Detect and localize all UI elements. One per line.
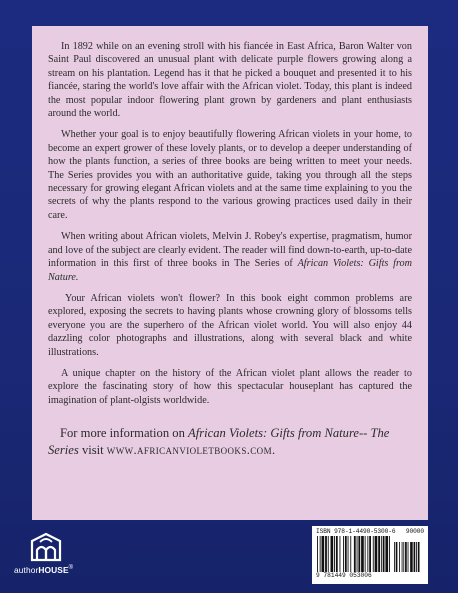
barcode-bars bbox=[316, 536, 424, 572]
publisher-name-light: author bbox=[14, 565, 39, 575]
series-title-inline: African Violets: Gifts from Nature. bbox=[48, 258, 412, 283]
price-barcode-stripe bbox=[414, 542, 416, 572]
isbn-digits: 9 781449 053006 bbox=[316, 572, 372, 579]
barcode-stripe bbox=[340, 536, 341, 572]
barcode-stripe bbox=[320, 536, 321, 572]
price-barcode-stripe bbox=[396, 542, 398, 572]
barcode-stripe bbox=[325, 536, 327, 572]
barcode-stripe bbox=[357, 536, 358, 572]
barcode-stripe bbox=[336, 536, 338, 572]
barcode-stripe bbox=[381, 536, 382, 572]
price-barcode-stripe bbox=[394, 542, 395, 572]
isbn-header bbox=[316, 528, 424, 535]
barcode-stripe bbox=[389, 536, 390, 572]
more-info-line bbox=[48, 425, 412, 459]
isbn-barcode bbox=[312, 526, 428, 584]
more-info-prefix: For more information on bbox=[60, 426, 185, 441]
price-barcode-stripe bbox=[405, 542, 407, 572]
price-barcode-stripe bbox=[402, 542, 403, 572]
publisher-name bbox=[14, 565, 94, 575]
blurb-paragraph-5: A unique chapter on the history of the African violet plant allows the reader to explore the fascinating story of how this spectacular houseplant has captured the imagination of plant-olgists worldwide. bbox=[48, 367, 412, 406]
barcode-stripe bbox=[367, 536, 368, 572]
barcode-stripe bbox=[383, 536, 385, 572]
blurb-paragraph-3-text: When writing about African violets, Melvin J. Robey's expertise, pragmatism, humor and love of the subject are clearly evident. The reader will find down-to-earth, up-to-date information in this first of three books in The Series of bbox=[48, 231, 412, 270]
price-barcode-stripe bbox=[416, 542, 417, 572]
barcode-stripe bbox=[348, 536, 349, 572]
barcode-stripe bbox=[358, 536, 360, 572]
barcode-stripe bbox=[317, 536, 318, 572]
isbn-label: ISBN 978-1-4490-5300-6 bbox=[316, 528, 396, 535]
website-url[interactable]: www.africanvioletbooks.com. bbox=[106, 443, 276, 458]
barcode-stripe bbox=[350, 536, 351, 572]
blurb-paragraph-2: Whether your goal is to enjoy beautifully flowering African violets in your home, to become an expert grower of these lovely plants, or to develop a deeper understanding of how the plants function, a series of three books are being written to meet your needs. The Series provides you with an authoritative guide, taking you through all the steps necessary for growing elegant African violets and at the same time explaining to you the secrets of why the plants respond to the various growing practices used daily in their care. bbox=[48, 129, 412, 221]
barcode-stripe bbox=[343, 536, 344, 572]
barcode-stripe bbox=[385, 536, 388, 572]
barcode-stripe bbox=[373, 536, 374, 572]
barcode-stripe bbox=[369, 536, 371, 572]
barcode-stripe bbox=[345, 536, 347, 572]
more-info-series-title: African Violets: Gifts from Nature-- The Series bbox=[48, 426, 390, 458]
barcode-stripe bbox=[365, 536, 366, 572]
barcode-stripe bbox=[354, 536, 356, 572]
blurb-paragraph-3 bbox=[48, 230, 412, 284]
blurb-panel bbox=[32, 26, 428, 520]
publisher-name-bold: HOUSE bbox=[38, 565, 69, 575]
barcode-stripe bbox=[334, 536, 335, 572]
blurb-paragraph-1: In 1892 while on an evening stroll with his fiancée in East Africa, Baron Walter von Saint Paul discovered an unusual plant with delicate purple flowers growing along a stream on his plantation. Legend has it that he picked a bouquet and presented it to his fiancée, staring the world's love affair with the African violet. Today, this plant is indeed the most popular indoor flowering plant grown by gardeners and plant enthusiasts around the world. bbox=[48, 41, 412, 120]
price-barcode-stripe bbox=[399, 542, 400, 572]
barcode-stripe bbox=[378, 536, 380, 572]
price-barcode-stripe bbox=[408, 542, 409, 572]
barcode-stripe bbox=[375, 536, 378, 572]
price-barcode-stripe bbox=[410, 542, 413, 572]
more-info-visit: visit bbox=[81, 443, 104, 458]
barcode-stripe bbox=[361, 536, 364, 572]
publisher-logo bbox=[14, 532, 94, 584]
price-code: 90000 bbox=[405, 528, 424, 535]
barcode-stripe bbox=[331, 536, 334, 572]
price-barcode-stripe bbox=[418, 542, 420, 572]
price-barcode-stripe bbox=[403, 542, 404, 572]
blurb-paragraph-4: Your African violets won't flower? In this book eight common problems are explored, exposing the secrets to having plants whose crowning glory of blossoms tells everyone you are the superhero of the African violet world. You will also enjoy 44 dazzling color photographs and illustrations, along with several black and white illustrations. bbox=[48, 292, 412, 358]
publisher-house-icon bbox=[28, 532, 64, 562]
registered-mark: ® bbox=[68, 565, 74, 572]
barcode-stripe bbox=[328, 536, 329, 572]
barcode-stripe bbox=[322, 536, 325, 572]
